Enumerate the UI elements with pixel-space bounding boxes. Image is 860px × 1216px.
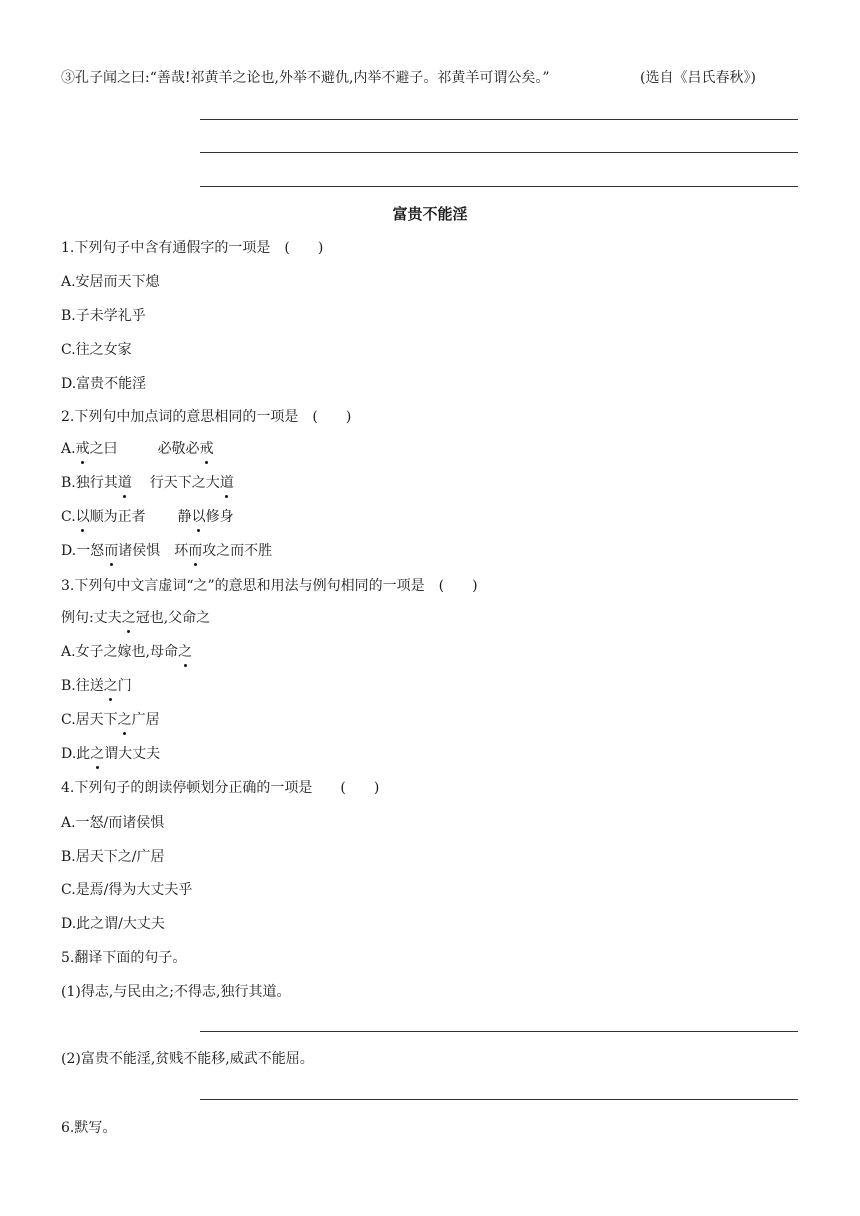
q3-example <box>61 608 210 628</box>
q1-stem: 1.下列句子中含有通假字的一项是 ( ) <box>61 240 324 256</box>
q3-d-pre: D.此 <box>61 746 91 762</box>
q2-a-label: A. <box>61 441 76 457</box>
q2-option-c <box>61 507 234 527</box>
q2-c-p1-dotted: 以 <box>75 509 90 525</box>
q5-stem: 5.翻译下面的句子。 <box>61 950 187 966</box>
q2-c-p1-post: 顺为正者 <box>89 509 146 525</box>
q2-a-p2-dotted: 戒 <box>199 441 214 457</box>
q3-d-dotted: 之 <box>90 746 105 762</box>
q3-example-pre: 例句:丈夫 <box>61 610 122 626</box>
q3-c-post: 广居 <box>131 712 160 728</box>
q3-d-post: 谓大丈夫 <box>104 746 161 762</box>
q4-option-c: C.是焉/得为大丈夫乎 <box>61 882 193 898</box>
q2-b-p2-pre: 行天下之大 <box>149 475 220 491</box>
q2-b-p1-pre: 独行其 <box>75 475 118 491</box>
q1-option-c: C.往之女家 <box>61 342 132 358</box>
q2-c-label: C. <box>61 509 76 525</box>
section-title: 富贵不能淫 <box>392 205 468 223</box>
q2-b-p1-dotted: 道 <box>117 475 132 491</box>
q2-d-p1-dotted: 而 <box>104 543 119 559</box>
q2-a-p1-dotted: 戒 <box>75 441 90 457</box>
q2-option-b <box>61 473 234 493</box>
q4-stem: 4.下列句子的朗读停顿划分正确的一项是 ( ) <box>61 780 380 796</box>
q2-stem: 2.下列句中加点词的意思相同的一项是 ( ) <box>61 409 352 425</box>
q3-option-d <box>61 744 160 764</box>
q4-option-d: D.此之谓/大丈夫 <box>61 916 165 932</box>
q2-a-p1-post: 之曰 <box>89 441 118 457</box>
q3-b-post: 门 <box>117 678 132 694</box>
q4-option-a: A.一怒/而诸侯惧 <box>61 815 165 831</box>
q3-example-dotted: 之 <box>121 610 136 626</box>
answer-line-3[interactable] <box>200 186 798 187</box>
q3-a-pre: A.女子之嫁也,母命 <box>61 644 179 660</box>
q3-stem: 3.下列句中文言虚词“之”的意思和用法与例句相同的一项是 ( ) <box>61 578 478 594</box>
q2-d-p2-pre: 环 <box>174 543 189 559</box>
q5-sentence-1: (1)得志,与民由之;不得志,独行其道。 <box>61 984 291 1000</box>
q3-c-dotted: 之 <box>117 712 132 728</box>
q3-option-c <box>61 710 160 730</box>
q2-d-p1-pre: 一怒 <box>76 543 105 559</box>
q3-example-post: 冠也,父命之 <box>135 610 211 626</box>
q2-a-p2-pre: 必敬必 <box>157 441 200 457</box>
q3-a-dotted: 之 <box>178 644 193 660</box>
q5-answer-line-1[interactable] <box>200 1031 798 1032</box>
q5-answer-line-2[interactable] <box>200 1099 798 1100</box>
q2-d-p1-post: 诸侯惧 <box>118 543 161 559</box>
q3-b-dotted: 之 <box>103 678 118 694</box>
q2-option-a <box>61 439 214 459</box>
intro-quote: ③孔子闻之曰:“善哉!祁黄羊之论也,外举不避仇,内举不避子。祁黄羊可谓公矣。” <box>61 70 550 86</box>
q4-option-b: B.居天下之/广居 <box>61 849 165 865</box>
q5-sentence-2: (2)富贵不能淫,贫贱不能移,威武不能屈。 <box>61 1051 314 1067</box>
q1-option-d: D.富贵不能淫 <box>61 376 147 392</box>
q2-b-label: B. <box>61 475 76 491</box>
q2-d-label: D. <box>61 543 77 559</box>
q3-option-a <box>61 642 192 662</box>
intro-source: (选自《吕氏春秋》) <box>640 70 756 86</box>
q2-b-p2-dotted: 道 <box>219 475 234 491</box>
q3-option-b <box>61 676 132 696</box>
q2-c-p2-dotted: 以 <box>191 509 206 525</box>
q3-c-pre: C.居天下 <box>61 712 118 728</box>
answer-line-1[interactable] <box>200 119 798 120</box>
q2-d-p2-dotted: 而 <box>188 543 203 559</box>
q1-option-a: A.安居而天下熄 <box>61 274 160 290</box>
q6-stem: 6.默写。 <box>61 1120 117 1136</box>
q3-b-pre: B.往送 <box>61 678 104 694</box>
q2-option-d <box>61 541 272 561</box>
q1-option-b: B.子未学礼乎 <box>61 308 146 324</box>
answer-line-2[interactable] <box>200 152 798 153</box>
q2-c-p2-post: 修身 <box>205 509 234 525</box>
q2-c-p2-pre: 静 <box>177 509 192 525</box>
q2-d-p2-post: 攻之而不胜 <box>202 543 273 559</box>
